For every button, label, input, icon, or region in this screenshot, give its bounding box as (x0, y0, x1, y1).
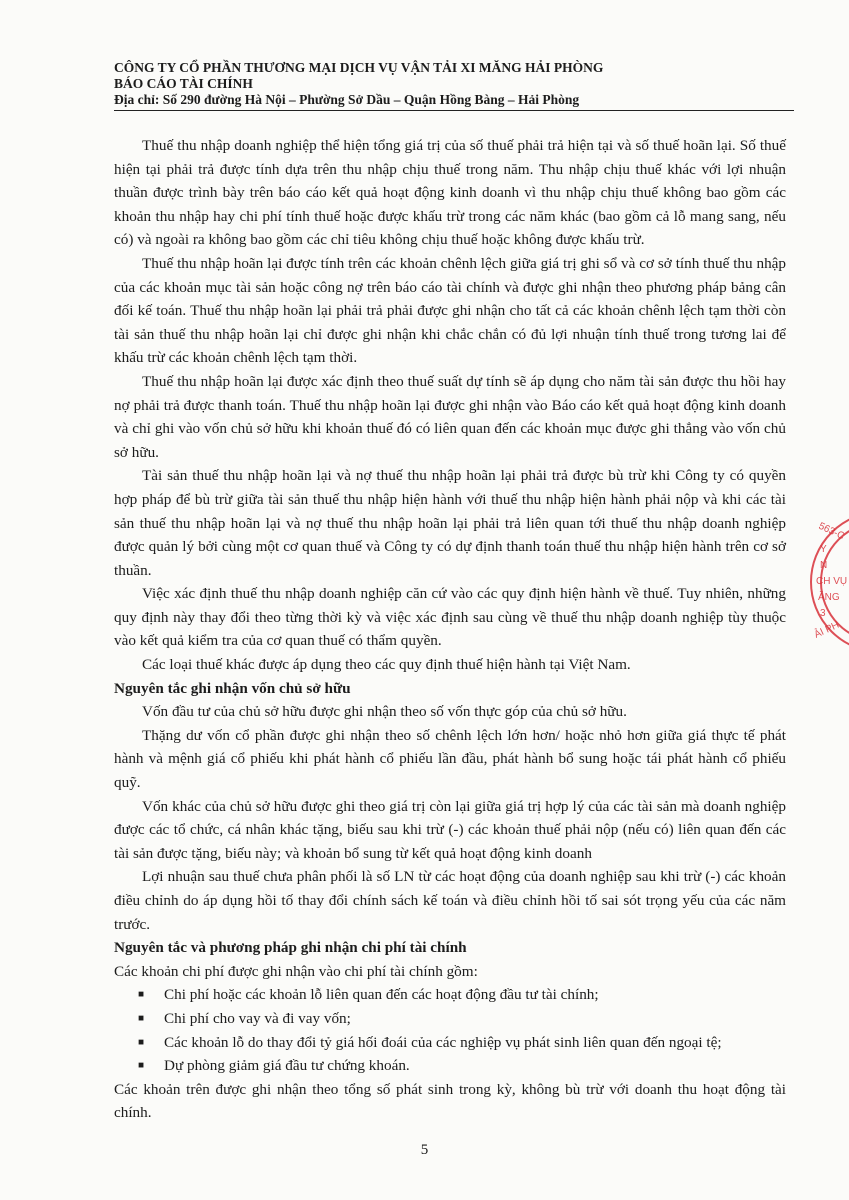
report-title: BÁO CÁO TÀI CHÍNH (114, 76, 253, 91)
paragraph-expense-recognition: Các khoản trên được ghi nhận theo tổng số phát sinh trong kỳ, không bù trừ với doanh thu hoạt động tài chính. (114, 1080, 786, 1122)
paragraph-deferred-tax-calc: Thuế thu nhập hoãn lại được tính trên các khoản chênh lệch giữa giá trị ghi sổ và cơ sở tính thuế thu nhập của các khoản mục tài sản hoặc công nợ trên báo cáo tài chính và được ghi nhận theo phương pháp bảng cân đối kế toán. Thuế thu nhập hoãn lại phải trả phải được ghi nhận cho tất cả các khoản chênh lệch tạm thời còn tài sản thuế thu nhập hoãn lại chỉ được ghi nhận khi chắc chắn có đủ lợi nhuận tính thuế trong tương lai để khấu trừ các khoản chênh lệch tạm thời. (114, 254, 786, 367)
paragraph-offset: Tài sản thuế thu nhập hoãn lại và nợ thuế thu nhập hoãn lại phải trả được bù trừ khi Công ty có quyền hợp pháp để bù trừ giữa tài sản thuế thu nhập hiện hành với thuế thu nhập hiện hành phải nộp và khi các tài sản thuế thu nhập hoãn lại và nợ thuế thu nhập hoãn lại phải trả liên quan tới thuế thu nhập doanh nghiệp được quản lý bởi cùng một cơ quan thuế và Công ty có dự định thanh toán thuế thu nhập hiện hành trên cơ sở thuần. (114, 467, 786, 579)
paragraph-other-taxes: Các loại thuế khác được áp dụng theo các quy định thuế hiện hành tại Việt Nam. (142, 656, 631, 674)
square-bullet-icon: ■ (138, 1012, 145, 1024)
seal-text: CH VỤ (816, 576, 848, 587)
company-name: CÔNG TY CỔ PHẦN THƯƠNG MẠI DỊCH VỤ VẬN TẢI XI MĂNG HẢI PHÒNG (114, 60, 604, 75)
seal-text: ẢI PH (812, 619, 841, 641)
list-item: ■ Các khoản lỗ do thay đổi tỷ giá hối đoái của các nghiệp vụ phát sinh liên quan đến ngoại tệ; (136, 1031, 786, 1055)
paragraph-owner-capital: Vốn đầu tư của chủ sở hữu được ghi nhận theo số vốn thực góp của chủ sở hữu. (142, 703, 627, 721)
paragraph-expense-intro: Các khoản chi phí được ghi nhận vào chi phí tài chính gồm: (114, 962, 478, 980)
paragraph-other-capital: Vốn khác của chủ sở hữu được ghi theo giá trị còn lại giữa giá trị hợp lý của các tài sản mà doanh nghiệp được các tổ chức, cá nhân khác tặng, biếu sau khi trừ (-) các khoản thuế phải nộp (nếu có) liên quan đến các tài sản được tặng, biếu này; và khoản bổ sung từ kết quả hoạt động kinh doanh (114, 797, 786, 862)
seal-text: Y (820, 544, 827, 555)
expense-list (114, 983, 786, 1077)
paragraph-share-premium: Thặng dư vốn cổ phần được ghi nhận theo số chênh lệch lớn hơn/ hoặc nhỏ hơn giữa giá thực tế phát hành và mệnh giá cổ phiếu khi phát hành cổ phiếu lần đầu, phát hành bổ sung hoặc tái phát hành cổ phiếu quỹ. (114, 726, 786, 792)
seal-text: 563-C (816, 520, 847, 543)
paragraph-cit-total: Thuế thu nhập doanh nghiệp thể hiện tổng giá trị của số thuế phải trả hiện tại và số thuế hoãn lại. Số thuế hiện tại phải trả được tính dựa trên thu nhập chịu thuế trong năm. Thu nhập chịu thuế khác với lợi nhuận thuần được trình bày trên báo cáo kết quả hoạt động kinh doanh vì thu nhập chịu thuế không bao gồm các khoản thu nhập hay chi phí tính thuế hoặc được khấu trừ trong các năm khác (bao gồm cả lỗ mang sang, nếu có) và ngoài ra không bao gồm các chỉ tiêu không chịu thuế hoặc không được khấu trừ. (114, 137, 786, 249)
document-body (114, 134, 786, 1125)
paragraph-deferred-tax-rate: Thuế thu nhập hoãn lại được xác định theo thuế suất dự tính sẽ áp dụng cho năm tài sản được thu hồi hay nợ phải trả được thanh toán. Thuế thu nhập hoãn lại được ghi nhận vào Báo cáo kết quả hoạt động kinh doanh và chỉ ghi vào vốn chủ sở hữu khi khoản thuế đó có liên quan đến các khoản mục được ghi thẳng vào vốn chủ sở hữu. (114, 372, 786, 461)
company-seal-icon (806, 492, 849, 672)
list-item: ■ Chi phí cho vay và đi vay vốn; (136, 1007, 786, 1031)
seal-text: ĂNG (818, 592, 840, 603)
square-bullet-icon: ■ (138, 1036, 145, 1048)
company-address: Địa chỉ: Số 290 đường Hà Nội – Phường Sở Dầu – Quận Hồng Bàng – Hải Phòng (114, 92, 794, 111)
list-item: ■ Chi phí hoặc các khoản lỗ liên quan đến các hoạt động đầu tư tài chính; (136, 983, 786, 1007)
seal-text: 3 (820, 608, 826, 619)
square-bullet-icon: ■ (138, 1060, 145, 1072)
list-item: ■ Dự phòng giảm giá đầu tư chứng khoán. (136, 1054, 786, 1078)
heading-financial-expenses: Nguyên tắc và phương pháp ghi nhận chi phí tài chính (114, 939, 467, 957)
document-header (114, 60, 794, 111)
paragraph-retained-earnings: Lợi nhuận sau thuế chưa phân phối là số LN từ các hoạt động của doanh nghiệp sau khi trừ (-) các khoản điều chỉnh do áp dụng hồi tố thay đổi chính sách kế toán và điều chỉnh hồi tố sai sót trọng yếu của các năm trước. (114, 868, 786, 933)
seal-text: N (820, 560, 828, 571)
square-bullet-icon: ■ (138, 989, 145, 1001)
paragraph-tax-determination: Việc xác định thuế thu nhập doanh nghiệp căn cứ vào các quy định hiện hành về thuế. Tuy nhiên, những quy định này thay đổi theo từng thời kỳ và việc xác định sau cùng về thuế thu nhập doanh nghiệp tùy thuộc vào kết quả kiểm tra của cơ quan thuế có thẩm quyền. (114, 585, 786, 650)
heading-equity: Nguyên tắc ghi nhận vốn chủ sở hữu (114, 679, 351, 697)
page-number: 5 (420, 1142, 429, 1158)
